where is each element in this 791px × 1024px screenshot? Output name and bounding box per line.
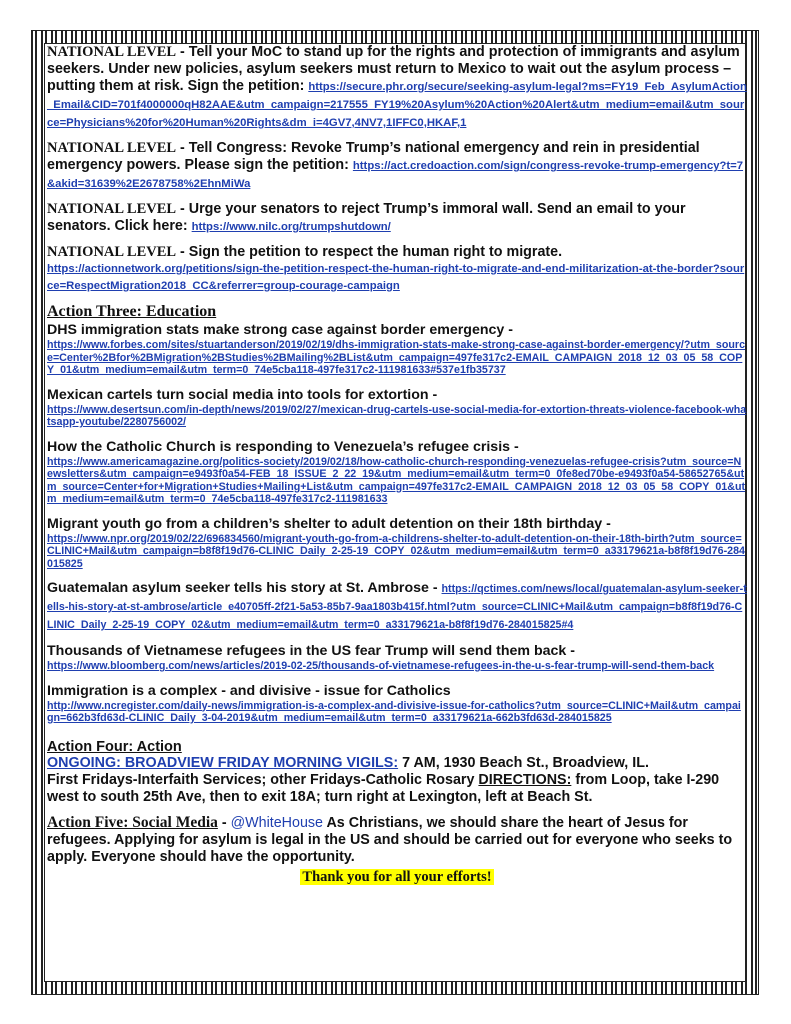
page-content [47,44,747,886]
vigil-schedule: First Fridays-Interfaith Services; other Fridays-Catholic Rosary [47,771,479,788]
section-heading-education: Action Three: Education [47,303,217,320]
national-text: Tell your MoC to stand up for the rights and protection of immigrants and asylum seekers. Under new policies, asylum seekers must return to Mexico to wait out the asylum process – putting them at risk. Sign the petition: [47,44,740,94]
article-item [47,579,747,633]
national-tag: NATIONAL LEVEL [47,201,177,217]
article-link[interactable]: https://www.americamagazine.org/politics-society/2019/02/18/how-catholic-church-responding-venezuelas-refugee-crisis?utm_source=Newsletters&utm_campaign=e9493f0a54-FEB_18_ISSUE_2_22_19&utm_medium=email&utm_term=0_0fe8ed70be-e9493f0a54-58652765&utm_source=Center+for+Migration+Studies+Mailing+List&utm_campaign=497fe317c2-EMAIL_CAMPAIGN_2018_12_03_05_58_COPY_01&utm_medium=email&utm_term=0_74e5cba118-497fe317c2-111981633 [47,455,746,505]
article-link[interactable]: http://www.ncregister.com/daily-news/immigration-is-a-complex-and-divisive-issue-for-catholics?utm_source=CLINIC+Mail&utm_campaign=662b3fd63d-CLINIC_Daily_3-04-2019&utm_medium=email&utm_term=0_a33179621a-662b3fd63d-284015825 [47,699,741,724]
article-title: Migrant youth go from a children’s shelter to adult detention on their 18th birthday - [47,515,611,532]
directions-label: DIRECTIONS: [478,771,572,788]
vigil-time: 7 AM [398,754,436,771]
national-text: Urge your senators to reject Trump’s immoral wall. Send an email to your senators. Click here: [47,201,686,234]
national-item-1: NATIONAL LEVEL - Tell your MoC to stand up for the rights and protection of immigrants and asylum seekers. Under new policies, asylum seekers must return to Mexico to wait out the asylum process – putting them at risk. Sign the petition: https://secure.phr.org/secure/seeking-asylum-legal?ms=FY19_Feb_AsylumAction_Email&CID=701f4000000qH82AAE&utm_campaign=217555_FY19%20Asylum%20Action%20Alert&utm_medium=email&utm_source=Physicians%20for%20Human%20Rights&dm_i=4GV7,4NV7,1IFFC0,HKAF,1 [47,44,747,129]
directions-text: from Loop, take I-290 west to south 25th Ave, then to exit 18A; turn right at Lexington, left at Beach St. [47,771,720,805]
vigil-info [47,755,747,806]
thank-you-text: Thank you for all your efforts! [302,868,492,885]
article-title: Guatemalan asylum seeker tells his story at St. Ambrose - [47,580,442,596]
national-text: Sign the petition to respect the human right to migrate. [188,244,563,260]
article-link[interactable]: https://qctimes.com/news/local/guatemalan-asylum-seeker-tells-his-story-at-st-ambrose/article_e40705ff-2f21-5a53-85b7-9aa1803b415f.html?utm_source=CLINIC+Mail&utm_campaign=b8f8f19d76-CLINIC_Daily_2-25-19_COPY_02&utm_medium=email&utm_term=0_a33179621a-b8f8f19d76-284015825#4 [47,583,747,631]
vigil-address: , 1930 Beach St., Broadview, IL. [435,754,649,771]
heading-dash: - [217,814,231,831]
article-item [47,386,747,429]
article-link[interactable]: https://www.npr.org/2019/02/22/696834560/migrant-youth-go-from-a-childrens-shelter-to-adult-detention-on-their-18th-birth?utm_source=CLINIC+Mail&utm_campaign=b8f8f19d76-CLINIC_Daily_2-25-19_COPY_02&utm_medium=email&utm_term=0_a33179621a-b8f8f19d76-284015825 [47,532,745,570]
section-heading-social: Action Five: Social Media [47,813,218,831]
national-item-2: NATIONAL LEVEL - Tell Congress: Revoke Trump’s national emergency and rein in presidential emergency powers. Please sign the petition: https://act.credoaction.com/sign/congress-revoke-trump-emergency?t=7&akid=31639%2E2678758%2EhnMiWa [47,140,744,190]
national-tag: NATIONAL LEVEL [47,244,177,260]
whitehouse-handle[interactable]: @WhiteHouse [230,814,324,831]
article-item [47,682,747,725]
national-item-3: NATIONAL LEVEL - Urge your senators to reject Trump’s immoral wall. Send an email to your senators. Click here: https://www.nilc.org/trumpshutdown/ [47,201,686,234]
social-media-section [47,814,747,866]
article-item [47,515,747,571]
national-text: Tell Congress: Revoke Trump’s national emergency and rein in presidential emergency powers. Please sign the petition: [47,140,700,173]
national-tag: NATIONAL LEVEL [47,140,177,156]
petition-link[interactable]: https://secure.phr.org/secure/seeking-asylum-legal?ms=FY19_Feb_AsylumAction_Email&CID=701f4000000qH82AAE&utm_campaign=217555_FY19%20Asylum%20Action%20Alert&utm_medium=email&utm_source=Physicians%20for%20Human%20Rights&dm_i=4GV7,4NV7,1IFFC0,HKAF,1 [47,81,747,129]
ongoing-vigils-label: ONGOING: BROADVIEW FRIDAY MORNING VIGILS: [47,754,399,771]
national-tag: NATIONAL LEVEL [47,44,177,60]
petition-link[interactable]: https://actionnetwork.org/petitions/sign-the-petition-respect-the-human-right-to-migrate-and-end-militarization-at-the-border?source=RespectMigration2018_CC&referrer=group-courage-campaign [47,263,745,292]
thank-you-banner [47,868,747,886]
article-item [47,438,747,506]
article-title: Immigration is a complex - and divisive - issue for Catholics [47,682,451,699]
social-text: As Christians, we should share the heart of Jesus for refugees. Applying for asylum is legal in the US and should be carried out for everyone who seeks to apply. Everyone should have the opportunity. [47,814,733,865]
article-title: How the Catholic Church is responding to Venezuela’s refugee crisis - [47,438,519,455]
article-title: DHS immigration stats make strong case against border emergency - [47,322,513,338]
article-link[interactable]: https://www.desertsun.com/in-depth/news/2019/02/27/mexican-drug-cartels-use-social-media-for-extortion-threats-violence-facebook-whatsapp-youtube/2280756002/ [47,403,747,428]
article-link[interactable]: https://www.bloomberg.com/news/articles/2019-02-25/thousands-of-vietnamese-refugees-in-the-u-s-fear-trump-will-send-them-back [47,660,715,672]
email-senators-link[interactable]: https://www.nilc.org/trumpshutdown/ [191,221,391,233]
national-item-4: NATIONAL LEVEL - Sign the petition to respect the human right to migrate. https://actionnetwork.org/petitions/sign-the-petition-respect-the-human-right-to-migrate-and-end-militarization-at-the-border?source=RespectMigration2018_CC&referrer=group-courage-campaign [47,244,747,295]
article-title: Mexican cartels turn social media into tools for extortion - [47,386,438,403]
petition-link[interactable]: https://act.credoaction.com/sign/congress-revoke-trump-emergency?t=7&akid=31639%2E2678758%2EhnMiWa [47,160,744,190]
article-title: Thousands of Vietnamese refugees in the US fear Trump will send them back - [47,643,575,659]
article-item [47,642,747,673]
section-heading-action: Action Four: Action [47,738,182,755]
article-link[interactable]: https://www.forbes.com/sites/stuartanderson/2019/02/19/dhs-immigration-stats-make-strong-case-against-border-emergency/?utm_source=Center%2Bfor%2BMigration%2BStudies%2BMailing%2BList&utm_campaign=497fe317c2-EMAIL_CAMPAIGN_2018_12_03_05_58_COPY_01&utm_medium=email&utm_term=0_74e5cba118-497fe317c2-111981633#537e1fb35737 [47,339,746,376]
article-item [47,321,747,377]
